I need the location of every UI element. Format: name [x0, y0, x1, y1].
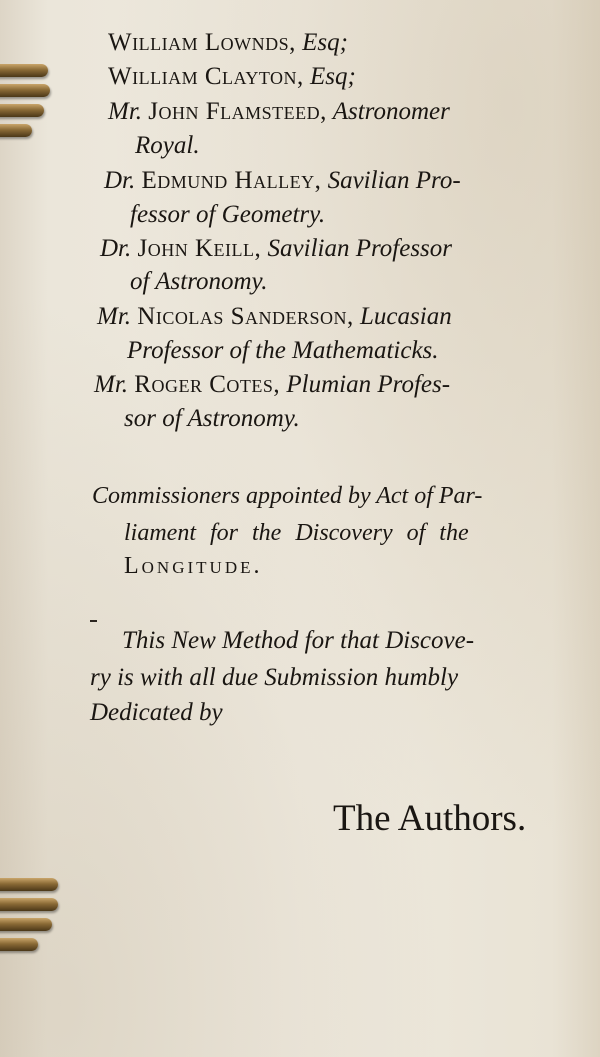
dedicatee-line: Mr. Nicolas Sanderson, Lucasian: [97, 303, 452, 330]
dedicatee-line: William Clayton, Esq;: [108, 63, 356, 90]
commissioners-line: liament for the Discovery of the: [124, 520, 469, 546]
binding-coil: [0, 898, 58, 911]
dedicatee-line: Dr. John Keill, Savilian Professor: [100, 235, 453, 262]
commissioners-line-longitude: Longitude.: [124, 553, 263, 579]
binding-coil: [0, 84, 50, 97]
dedicatee-line: William Lownds, Esq;: [108, 29, 348, 56]
dedicatee-line-continued: fessor of Geometry.: [130, 201, 326, 228]
binding-coil: [0, 64, 48, 77]
dedicatee-line: Mr. John Flamsteed, Astronomer: [108, 98, 450, 125]
printers-mark: [90, 620, 97, 622]
binding-coil: [0, 124, 32, 137]
binding-coil: [0, 918, 52, 931]
binding-coil: [0, 938, 38, 951]
commissioners-line: Commissioners appointed by Act of Par-: [92, 483, 483, 509]
spiral-binding-top: [0, 60, 56, 170]
dedication-line: Dedicated by: [90, 699, 223, 726]
dedication-line: ry is with all due Submission humbly: [90, 664, 459, 691]
signature-the-authors: The Authors.: [333, 798, 527, 839]
binding-coil: [0, 878, 58, 891]
dedicatee-line-continued: sor of Astronomy.: [124, 405, 300, 432]
spiral-binding-bottom: [0, 860, 56, 960]
dedicatee-line-continued: of Astronomy.: [130, 268, 268, 295]
dedicatee-line-continued: Professor of the Mathematicks.: [127, 337, 439, 364]
dedication-line: This New Method for that Discove-: [122, 627, 475, 654]
dedicatee-line: Dr. Edmund Halley, Savilian Pro-: [104, 167, 461, 194]
dedicatee-line-continued: Royal.: [135, 132, 200, 159]
dedicatee-line: Mr. Roger Cotes, Plumian Profes-: [94, 371, 451, 398]
binding-coil: [0, 104, 44, 117]
